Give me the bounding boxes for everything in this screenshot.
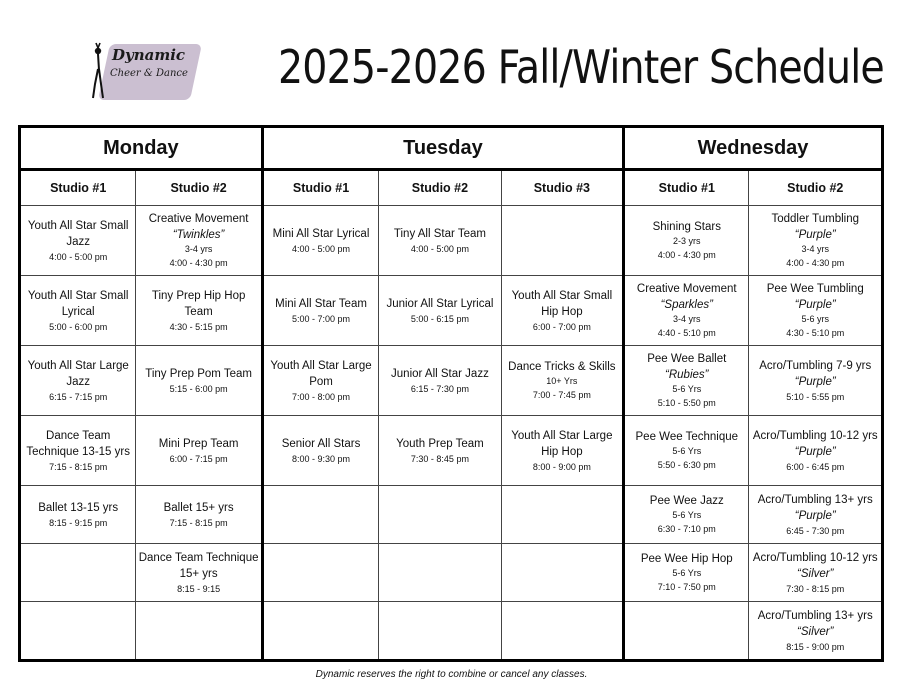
class-cell xyxy=(262,602,378,661)
class-cell xyxy=(379,276,501,346)
class-cell xyxy=(262,276,378,346)
class-cell xyxy=(20,544,136,602)
class-name: Youth All Star Large Jazz xyxy=(27,359,129,388)
class-cell xyxy=(749,544,883,602)
class-cell xyxy=(262,206,378,276)
class-cell xyxy=(749,206,883,276)
class-time: 4:00 - 5:00 pm xyxy=(410,243,469,254)
class-time: 8:15 - 9:15 xyxy=(177,583,221,594)
class-name: Shining Stars xyxy=(652,221,721,233)
class-time: 5:00 - 6:00 pm xyxy=(49,321,108,332)
class-cell xyxy=(379,206,501,276)
class-cell xyxy=(379,544,501,602)
class-name: Acro/Tumbling 13+ yrs xyxy=(757,609,873,622)
class-time: 6:15 - 7:30 pm xyxy=(410,383,469,394)
day-header-wednesday: Wednesday xyxy=(624,127,883,170)
class-level: “Purple” xyxy=(794,445,836,458)
class-time: 8:00 - 9:00 pm xyxy=(532,461,591,472)
studio-header: Studio #2 xyxy=(136,170,262,206)
schedule-row xyxy=(20,544,883,602)
class-cell xyxy=(624,206,749,276)
class-name: Ballet 15+ yrs xyxy=(163,501,234,514)
class-name: Senior All Stars xyxy=(281,437,361,450)
class-cell xyxy=(262,346,378,416)
class-age: 5-6 yrs xyxy=(801,314,829,324)
class-cell xyxy=(749,416,883,486)
schedule-row xyxy=(20,602,883,661)
class-time: 6:00 - 7:00 pm xyxy=(532,321,591,332)
class-cell xyxy=(136,486,262,544)
class-name: Pee Wee Hip Hop xyxy=(640,553,733,565)
studio-header: Studio #1 xyxy=(20,170,136,206)
class-name: Youth All Star Small Jazz xyxy=(27,219,129,248)
schedule-body xyxy=(20,206,883,661)
class-cell xyxy=(262,544,378,602)
class-cell xyxy=(20,602,136,661)
studio-header: Studio #1 xyxy=(262,170,378,206)
class-time: 7:30 - 8:15 pm xyxy=(786,583,845,594)
class-level: “Silver” xyxy=(797,567,834,580)
class-age: 2-3 yrs xyxy=(673,236,701,246)
class-level: “Silver” xyxy=(797,625,834,638)
studio-header: Studio #2 xyxy=(749,170,883,206)
class-time: 8:15 - 9:15 pm xyxy=(49,517,108,528)
class-cell xyxy=(624,276,749,346)
class-name: Tiny Prep Pom Team xyxy=(145,367,252,380)
class-cell xyxy=(749,346,883,416)
class-name: Mini All Star Team xyxy=(275,297,367,310)
class-time: 6:30 - 7:10 pm xyxy=(657,524,716,534)
class-time: 7:15 - 8:15 pm xyxy=(169,517,228,528)
class-age: 5-6 Yrs xyxy=(672,510,702,520)
class-name: Junior All Star Lyrical xyxy=(386,297,494,310)
class-cell xyxy=(20,276,136,346)
studio-header: Studio #1 xyxy=(624,170,749,206)
class-cell xyxy=(624,544,749,602)
day-header-row xyxy=(20,127,883,170)
class-cell xyxy=(749,602,883,661)
studio-header: Studio #2 xyxy=(379,170,501,206)
class-time: 4:40 - 5:10 pm xyxy=(657,328,716,338)
class-age: 5-6 Yrs xyxy=(672,446,702,456)
class-time: 5:50 - 6:30 pm xyxy=(657,460,716,470)
class-time: 5:15 - 6:00 pm xyxy=(169,383,228,394)
schedule-row xyxy=(20,276,883,346)
logo-text-dynamic: Dynamic xyxy=(112,46,186,64)
class-time: 6:00 - 6:45 pm xyxy=(786,461,845,472)
studio-header-row xyxy=(20,170,883,206)
class-cell xyxy=(624,416,749,486)
class-cell xyxy=(379,346,501,416)
class-cell xyxy=(136,346,262,416)
class-cell xyxy=(262,486,378,544)
class-cell xyxy=(501,206,623,276)
class-cell xyxy=(379,602,501,661)
class-time: 4:30 - 5:10 pm xyxy=(786,328,845,338)
class-name: Youth Prep Team xyxy=(396,437,484,450)
footer-note: Dynamic reserves the right to combine or cancel any classes. xyxy=(315,669,588,680)
class-time: 6:45 - 7:30 pm xyxy=(786,525,845,536)
class-name: Pee Wee Ballet xyxy=(647,353,727,365)
class-name: Dance Team Technique 15+ yrs xyxy=(138,551,259,580)
class-name: Pee Wee Technique xyxy=(635,431,739,443)
studio-header: Studio #3 xyxy=(501,170,623,206)
class-name: Toddler Tumbling xyxy=(771,213,860,225)
class-time: 4:30 - 5:15 pm xyxy=(169,321,228,332)
class-name: Acro/Tumbling 10-12 yrs xyxy=(752,429,878,442)
dancer-silhouette-icon xyxy=(86,42,110,100)
class-level: “Sparkles” xyxy=(660,299,713,311)
class-level: “Rubies” xyxy=(665,369,709,381)
class-time: 7:00 - 8:00 pm xyxy=(292,391,351,402)
class-time: 4:00 - 4:30 pm xyxy=(786,258,845,268)
class-name: Pee Wee Tumbling xyxy=(766,283,864,295)
class-cell xyxy=(501,544,623,602)
class-cell xyxy=(262,416,378,486)
class-cell xyxy=(624,346,749,416)
class-cell xyxy=(501,346,623,416)
class-cell xyxy=(20,486,136,544)
class-name: Pee Wee Jazz xyxy=(649,495,724,507)
class-level: “Purple” xyxy=(794,229,836,241)
class-level: “Purple” xyxy=(794,509,836,522)
class-cell xyxy=(136,602,262,661)
class-cell xyxy=(624,602,749,661)
class-level: “Twinkles” xyxy=(172,229,225,241)
class-name: Mini All Star Lyrical xyxy=(272,227,370,240)
class-age: 3-4 yrs xyxy=(673,314,701,324)
class-name: Tiny Prep Hip Hop Team xyxy=(151,289,246,318)
class-cell xyxy=(20,206,136,276)
class-level: “Purple” xyxy=(794,299,836,311)
class-age: 5-6 Yrs xyxy=(672,568,702,578)
class-cell xyxy=(379,416,501,486)
class-time: 6:00 - 7:15 pm xyxy=(169,453,228,464)
class-name: Mini Prep Team xyxy=(158,437,239,450)
class-name: Dance Team Technique 13-15 yrs xyxy=(26,429,130,458)
class-age: 10+ Yrs xyxy=(546,376,578,386)
class-name: Youth All Star Large Hip Hop xyxy=(511,429,613,458)
class-cell xyxy=(20,416,136,486)
class-time: 8:00 - 9:30 pm xyxy=(292,453,351,464)
class-name: Tiny All Star Team xyxy=(393,227,486,240)
logo-text-cheer-dance: Cheer & Dance xyxy=(110,68,188,79)
class-age: 3-4 yrs xyxy=(184,244,213,254)
class-name: Creative Movement xyxy=(636,283,737,295)
class-name: Youth All Star Small Lyrical xyxy=(27,289,129,318)
schedule-row xyxy=(20,486,883,544)
class-cell xyxy=(136,416,262,486)
class-name: Ballet 13-15 yrs xyxy=(38,501,119,514)
class-name: Dance Tricks & Skills xyxy=(508,361,616,373)
class-cell xyxy=(20,346,136,416)
class-age: 3-4 yrs xyxy=(801,244,829,254)
class-cell xyxy=(501,486,623,544)
class-cell xyxy=(501,276,623,346)
class-name: Acro/Tumbling 7-9 yrs xyxy=(759,359,872,372)
class-time: 6:15 - 7:15 pm xyxy=(49,391,108,402)
class-cell xyxy=(501,602,623,661)
class-time: 7:30 - 8:45 pm xyxy=(410,453,469,464)
class-time: 4:00 - 5:00 pm xyxy=(292,243,351,254)
class-time: 4:00 - 4:30 pm xyxy=(657,250,716,260)
dynamic-logo xyxy=(84,38,204,102)
class-name: Youth All Star Large Pom xyxy=(270,359,372,388)
class-cell xyxy=(501,416,623,486)
class-time: 5:00 - 7:00 pm xyxy=(292,313,351,324)
class-cell xyxy=(136,544,262,602)
class-age: 5-6 Yrs xyxy=(672,384,702,394)
class-time: 4:00 - 4:30 pm xyxy=(169,258,228,268)
class-cell xyxy=(749,276,883,346)
day-header-monday: Monday xyxy=(20,127,263,170)
class-cell xyxy=(379,486,501,544)
class-cell xyxy=(136,276,262,346)
class-time: 7:00 - 7:45 pm xyxy=(532,390,591,400)
class-name: Youth All Star Small Hip Hop xyxy=(511,289,613,318)
schedule-row xyxy=(20,206,883,276)
schedule-row xyxy=(20,346,883,416)
day-header-tuesday: Tuesday xyxy=(262,127,623,170)
class-name: Creative Movement xyxy=(148,213,249,225)
class-cell xyxy=(136,206,262,276)
class-time: 5:10 - 5:50 pm xyxy=(657,398,716,408)
schedule-table xyxy=(18,125,884,662)
class-name: Acro/Tumbling 13+ yrs xyxy=(757,493,873,506)
class-cell xyxy=(749,486,883,544)
class-level: “Purple” xyxy=(794,375,836,388)
class-cell xyxy=(624,486,749,544)
class-name: Acro/Tumbling 10-12 yrs xyxy=(752,551,878,564)
class-time: 7:15 - 8:15 pm xyxy=(49,461,108,472)
class-name: Junior All Star Jazz xyxy=(391,367,489,380)
class-time: 4:00 - 5:00 pm xyxy=(49,251,108,262)
class-time: 5:10 - 5:55 pm xyxy=(786,391,845,402)
page-title: 2025-2026 Fall/Winter Schedule xyxy=(278,40,884,94)
class-time: 8:15 - 9:00 pm xyxy=(786,641,845,652)
class-time: 7:10 - 7:50 pm xyxy=(657,582,716,592)
schedule-row xyxy=(20,416,883,486)
class-time: 5:00 - 6:15 pm xyxy=(410,313,469,324)
